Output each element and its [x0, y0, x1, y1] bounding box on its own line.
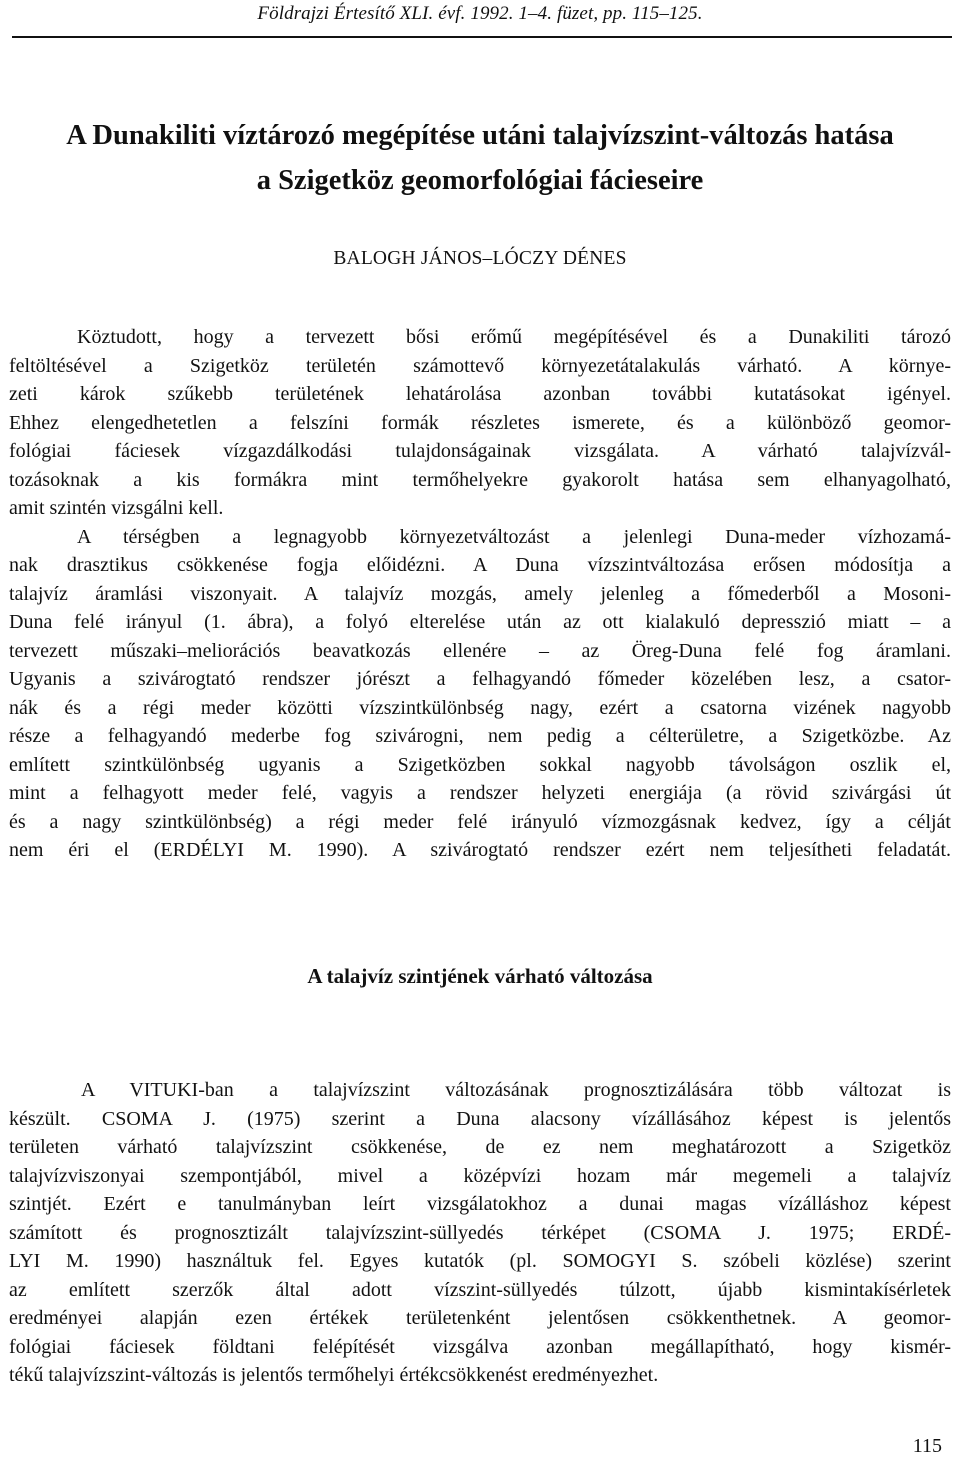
paragraph-line: fológiai fáciesek vízgazdálkodási tulajdonságainak vizsgálata. A várható talajvízvál- — [9, 440, 951, 462]
paragraph-line: A térségben a legnagyobb környezetváltozást a jelenlegi Duna-meder vízhozamá- — [77, 525, 951, 548]
article-authors: BALOGH JÁNOS–LÓCZY DÉNES — [333, 248, 627, 269]
paragraph-line: eredményei alapján ezen értékek területenként jelentősen csökkenthetnek. A geomor- — [9, 1307, 951, 1329]
paragraph-line: említett szintkülönbség ugyanis a Szigetközben sokkal nagyobb távolságon oszlik el, — [9, 753, 951, 776]
second-paragraph — [9, 523, 951, 865]
paragraph-line: Ugyanis a szivárogtató rendszer jórészt a felhagyandó főmeder közelében lesz, a csator- — [9, 668, 951, 690]
paragraph-line: tozásoknak a kis formákra mint termőhelyekre gyakorolt hatása sem elhanyagolható, — [9, 468, 951, 491]
paragraph-line: Ehhez elengedhetetlen a felszíni formák részletes ismerete, és a különböző geomor- — [9, 411, 951, 434]
title-line: a Szigetköz geomorfológiai fácieseire — [256, 165, 704, 196]
page-number: 115 — [912, 1435, 942, 1457]
paragraph-line: talajvíz áramlási viszonyait. A talajvíz mozgás, amely jelenleg a főmederből a Mosoni- — [9, 582, 951, 605]
paragraph-line: zeti károk szűkebb területének lehatárolása azonban további kutatásokat igényel. — [9, 383, 951, 405]
paragraph-line: mint a felhagyott meder felé, vagyis a rendszer helyzeti energiája (a rövid szivárgási út — [9, 782, 951, 804]
title-line: A Dunakiliti víztározó megépítése utáni talajvízszint-változás hatása — [66, 120, 894, 151]
article-title — [0, 113, 960, 203]
paragraph-line: feltöltésével a Szigetköz területén számottevő környezetátalakulás várható. A környe- — [9, 354, 951, 377]
paragraph-line: tékű talajvízszint-változás is jelentős termőhelyi értékcsökkenést eredményezhet. — [9, 1364, 659, 1386]
paragraph-line: készült. CSOMA J. (1975) szerint a Duna alacsony vízállásához képest is jelentős — [9, 1107, 951, 1130]
body-text-upper — [9, 323, 951, 865]
paragraph-line: amit szintén vizsgálni kell. — [9, 497, 224, 519]
paragraph-line: nak drasztikus csökkenése fogja előidézni. A Duna vízszintváltozása erősen módosítja a — [9, 554, 951, 576]
paragraph-line: számított és prognosztizált talajvízszint-süllyedés térképet (CSOMA J. 1975; ERDÉ- — [9, 1221, 951, 1244]
intro-paragraph — [9, 323, 951, 523]
paragraph-line: nák és a régi meder közötti vízszintkülönbség nagy, ezért a csatorna vizének nagyobb — [9, 696, 951, 719]
paragraph-line: fológiai fáciesek földtani felépítését vizsgálva azonban megállapítható, hogy kismér- — [9, 1335, 951, 1358]
paragraph-line: része a felhagyandó mederbe fog szivárogni, nem pedig a célterületre, a Szigetközbe. Az — [9, 725, 951, 747]
paragraph-line: LYI M. 1990) használtuk fel. Egyes kutatók (pl. SOMOGYI S. szóbeli közlése) szerint — [9, 1250, 951, 1272]
header-rule — [12, 36, 952, 38]
paragraph-line: nem éri el (ERDÉLYI M. 1990). A szivárogtató rendszer ezért nem teljesítheti feladatát. — [9, 839, 951, 861]
paragraph-line: az említett szerzők által adott vízszint-süllyedés túlzott, újabb kismintakísérletek — [9, 1278, 951, 1301]
running-header: Földrajzi Értesítő XLI. évf. 1992. 1–4. füzet, pp. 115–125. — [257, 3, 703, 24]
paragraph-line: tervezett műszaki–meliorációs beavatkozás ellenére – az Öreg-Duna felé fog áramlani. — [9, 639, 951, 662]
paragraph-line: Köztudott, hogy a tervezett bősi erőmű megépítésével és a Dunakiliti tározó — [77, 326, 951, 348]
paragraph-line: talajvízviszonyai szempontjából, mivel a középvízi hozam már megemeli a talajvíz — [9, 1164, 951, 1187]
paragraph-line: A VITUKI-ban a talajvízszint változásának prognosztizálására több változat is — [81, 1079, 951, 1101]
body-text-lower — [9, 1076, 951, 1390]
paragraph-line: szintjét. Ezért e tanulmányban leírt vizsgálatokhoz a dunai magas vízálláshoz képest — [9, 1193, 951, 1215]
third-paragraph — [9, 1076, 951, 1390]
paragraph-line: területen várható talajvízszint csökkenése, de ez nem meghatározott a Szigetköz — [9, 1136, 951, 1158]
section-heading: A talajvíz szintjének várható változása — [307, 964, 653, 988]
paragraph-line: Duna felé irányul (1. ábra), a folyó elterelése után az ott kialakuló depresszió miatt – a — [9, 611, 951, 633]
paragraph-line: és a nagy szintkülönbség) a régi meder felé irányuló vízmozgásnak kedvez, így a célját — [9, 810, 951, 833]
